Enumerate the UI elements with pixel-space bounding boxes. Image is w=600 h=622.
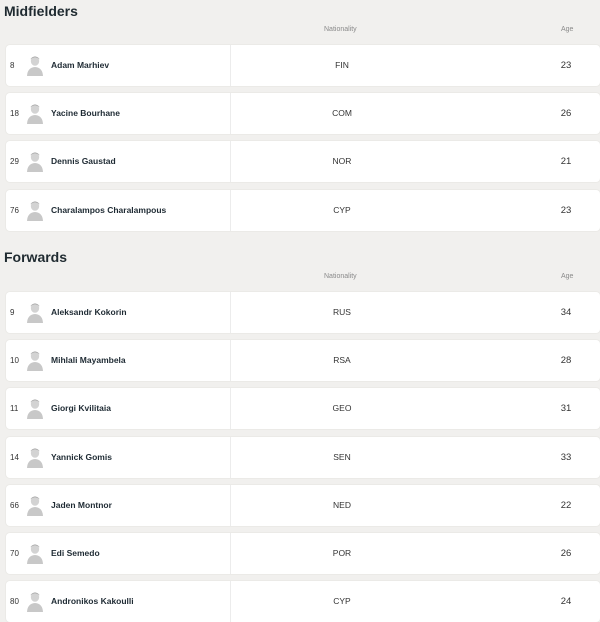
player-nationality: RUS (333, 307, 351, 317)
person-silhouette-icon (26, 397, 44, 419)
player-number: 11 (10, 404, 19, 413)
column-divider (230, 388, 231, 429)
person-silhouette-icon (26, 494, 44, 516)
player-age: 31 (560, 403, 572, 414)
player-name[interactable]: Andronikos Kakoulli (51, 596, 134, 606)
player-name[interactable]: Adam Marhiev (51, 60, 110, 70)
player-nationality: CYP (333, 596, 351, 606)
player-age: 28 (560, 355, 572, 366)
player-nationality: POR (332, 548, 352, 558)
player-number: 70 (10, 549, 19, 558)
column-divider (230, 141, 231, 182)
player-nationality: GEO (332, 403, 352, 413)
column-divider (230, 45, 231, 86)
player-name[interactable]: Edi Semedo (51, 548, 100, 558)
player-number: 18 (10, 109, 19, 118)
player-age: 22 (560, 500, 572, 511)
player-number: 29 (10, 157, 19, 166)
player-row[interactable] (6, 533, 600, 574)
person-silhouette-icon (26, 542, 44, 564)
age-column-header: Age (561, 273, 574, 280)
player-row[interactable] (6, 292, 600, 333)
player-number: 10 (10, 356, 19, 365)
person-silhouette-icon (26, 301, 44, 323)
player-nationality: SEN (333, 452, 351, 462)
column-divider (230, 93, 231, 134)
player-row[interactable] (6, 93, 600, 134)
player-name[interactable]: Yacine Bourhane (51, 108, 120, 118)
section-title: Forwards (4, 249, 68, 265)
player-row[interactable] (6, 141, 600, 182)
player-number: 14 (10, 453, 19, 462)
section-title: Midfielders (4, 3, 78, 19)
player-age: 33 (560, 452, 572, 463)
player-row[interactable] (6, 437, 600, 478)
player-age: 26 (560, 108, 572, 119)
player-number: 80 (10, 597, 19, 606)
player-number: 76 (10, 206, 19, 215)
player-number: 8 (10, 61, 15, 70)
person-silhouette-icon (26, 590, 44, 612)
player-nationality: NED (333, 500, 351, 510)
player-name[interactable]: Jaden Montnor (51, 500, 112, 510)
player-row[interactable] (6, 485, 600, 526)
player-name[interactable]: Dennis Gaustad (51, 156, 116, 166)
player-nationality: RSA (333, 355, 351, 365)
player-name[interactable]: Giorgi Kvilitaia (51, 403, 111, 413)
column-divider (230, 581, 231, 622)
player-row[interactable] (6, 388, 600, 429)
player-age: 24 (560, 596, 572, 607)
player-age: 23 (560, 60, 572, 71)
nationality-column-header: Nationality (324, 273, 357, 280)
player-row[interactable] (6, 340, 600, 381)
person-silhouette-icon (26, 54, 44, 76)
column-divider (230, 437, 231, 478)
player-name[interactable]: Yannick Gomis (51, 452, 112, 462)
column-divider (230, 292, 231, 333)
age-column-header: Age (561, 26, 574, 33)
player-number: 9 (10, 308, 15, 317)
player-nationality: NOR (332, 156, 352, 166)
player-name[interactable]: Mihlali Mayambela (51, 355, 126, 365)
column-divider (230, 533, 231, 574)
player-age: 23 (560, 205, 572, 216)
person-silhouette-icon (26, 150, 44, 172)
column-divider (230, 485, 231, 526)
player-row[interactable] (6, 45, 600, 86)
player-nationality: COM (332, 108, 352, 118)
player-nationality: CYP (333, 205, 351, 215)
player-number: 66 (10, 501, 19, 510)
person-silhouette-icon (26, 446, 44, 468)
player-age: 34 (560, 307, 572, 318)
person-silhouette-icon (26, 199, 44, 221)
player-age: 26 (560, 548, 572, 559)
person-silhouette-icon (26, 102, 44, 124)
column-divider (230, 190, 231, 231)
player-row[interactable] (6, 190, 600, 231)
column-divider (230, 340, 231, 381)
player-age: 21 (560, 156, 572, 167)
player-row[interactable] (6, 581, 600, 622)
person-silhouette-icon (26, 349, 44, 371)
player-nationality: FIN (335, 60, 349, 70)
player-name[interactable]: Aleksandr Kokorin (51, 307, 127, 317)
player-name[interactable]: Charalampos Charalampous (51, 205, 167, 215)
nationality-column-header: Nationality (324, 26, 357, 33)
